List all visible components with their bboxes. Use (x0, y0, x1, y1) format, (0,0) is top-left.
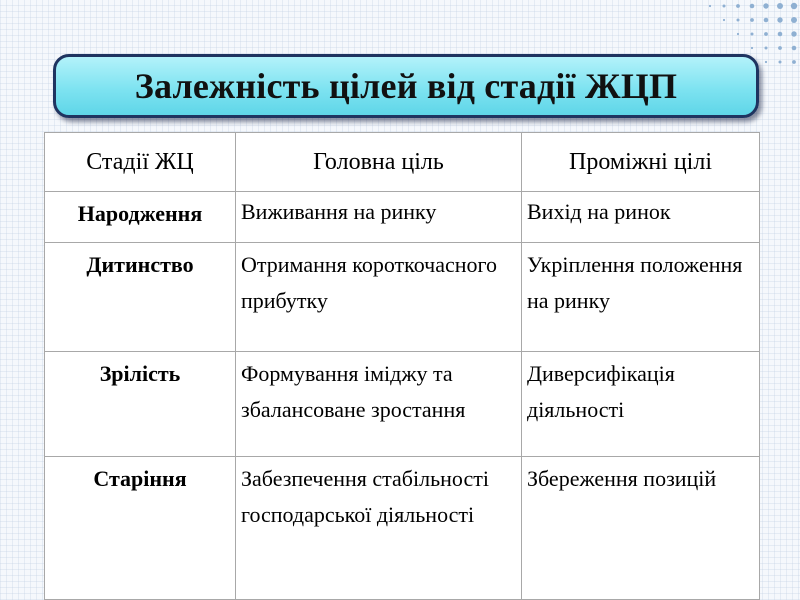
header-intermediate-goals: Проміжні цілі (522, 133, 760, 192)
table-row (45, 192, 760, 243)
stage-cell: Старіння (45, 457, 236, 600)
stage-cell: Зрілість (45, 352, 236, 457)
main-goal-cell: Забезпечення стабільності господарської діяльності (236, 457, 522, 600)
intermediate-goals-cell: Укріплення положення на ринку (522, 243, 760, 352)
table-row (45, 352, 760, 457)
lifecycle-goals-table (44, 132, 760, 600)
slide-title: Залежність цілей від стадії ЖЦП (134, 66, 678, 106)
main-goal-cell: Отримання короткочасного прибутку (236, 243, 522, 352)
intermediate-goals-cell: Вихід на ринок (522, 192, 760, 243)
intermediate-goals-cell: Диверсифікація діяльності (522, 352, 760, 457)
intermediate-goals-cell: Збереження позицій (522, 457, 760, 600)
main-goal-cell: Виживання на ринку (236, 192, 522, 243)
slide-title-box (53, 54, 759, 118)
header-stage: Стадії ЖЦ (45, 133, 236, 192)
header-main-goal: Головна ціль (236, 133, 522, 192)
table-row (45, 457, 760, 600)
table-row (45, 243, 760, 352)
table-header-row (45, 133, 760, 192)
stage-cell: Дитинство (45, 243, 236, 352)
main-goal-cell: Формування іміджу та збалансоване зростання (236, 352, 522, 457)
stage-cell: Народження (45, 192, 236, 243)
